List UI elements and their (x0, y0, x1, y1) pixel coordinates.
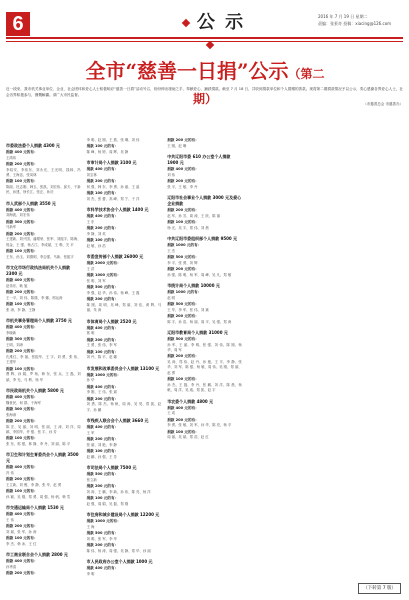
donation-group (87, 366, 162, 413)
donation-group (167, 283, 242, 325)
donor-names: 王 东 (86, 220, 95, 224)
donor-names: 赵 敏、孙 浩 (86, 244, 106, 248)
donation-amount: 捐款 200 元的有： (86, 484, 119, 489)
intro-signature: （市慈善总会 市慈善办） (363, 101, 403, 106)
donor-names: 张 明、刘 军 (86, 279, 106, 283)
donation-amount: 捐款 500 元的有： (167, 337, 199, 341)
issue-meta (318, 13, 408, 27)
group-title: 市农委个人捐款 4800 元 (167, 398, 214, 404)
donor-names: 陈 伟、杨 涛、周 强、吴 静、郑 华、孙 丽 (86, 548, 151, 553)
group-title: 中共辽阳市委组织部个人捐款 9500 元 (167, 236, 238, 241)
donor-names: 王 军 (86, 430, 95, 435)
donation-group (167, 236, 242, 278)
group-title: 市人武部个人捐款 3550 元 (6, 200, 56, 206)
donation-group (6, 318, 81, 383)
donor-names: 赵 鹏、孙 强、王 芳 (86, 454, 117, 459)
donor-names: 刘海波、刘宏伟 (6, 213, 30, 218)
group-title: 市司法局个人捐款 7500 元 (86, 465, 137, 471)
donor-names: 刘 斌、张 军、孙 涛 (6, 530, 37, 535)
donation-amount: 捐款 400 元的有： (86, 167, 119, 172)
group-title: 市审计局个人捐款 3100 元 (86, 160, 137, 166)
donation-amount: 捐款 200 元的有： (167, 179, 199, 183)
donation-group (167, 154, 242, 190)
donor-names: 赵 军、孙 芳、周 涛、王 欣、陈 丽 (167, 213, 221, 218)
group-title: 市文化市场行政执法局机关个人捐款 2300 元 (6, 265, 70, 277)
donor-names: 孙 颖、吴 刚、郑 勇、周 强、杨 帆、韩 雪 (6, 495, 71, 500)
donation-amount: 捐款 100 元的有： (6, 436, 38, 441)
header-rule-thick (6, 37, 403, 39)
donor-names: 张 涛、李 静、王静 (6, 307, 36, 312)
donor-names: 孙 强、陈 明、杨 军、周 峰、吴 凡、郑 敏 (167, 272, 232, 277)
donor-names: 陈 宇、孙 浩、杨 丽、周 平、吴 强、郑 涛 (167, 319, 232, 324)
donation-group (87, 160, 162, 202)
donor-names: 赵伟东、耿 旭 (6, 283, 28, 288)
donor-names: 张立新 (86, 477, 97, 482)
donation-amount: 捐款 400 元的有： (6, 278, 38, 283)
donation-amount: 捐款 100 元的有： (167, 220, 199, 224)
group-title: 市民政局机关个人捐款 5800 元 (6, 388, 64, 394)
donor-names: 孔维红、李 丽、张振华、王 宇、刘 勇、张 伟、王建华 (6, 354, 81, 365)
donation-columns (6, 138, 403, 578)
donation-amount: 捐款 400 元的有： (86, 384, 119, 389)
section-label: 公 示 (196, 12, 246, 33)
donation-amount: 捐款 200 元的有： (6, 419, 38, 424)
donor-names: 陈 宏、吴 丽、刘 明、张 丽、王 涛、刘 洋、周 颖、李国华、许 强、张 宇、孙 芳 (6, 424, 81, 435)
donation-group (6, 143, 81, 196)
donation-amount: 捐款 500 元的有： (86, 285, 119, 290)
donor-names: 刘 明、张 军、李 华 (86, 536, 117, 541)
donor-names: 李晓新 (6, 330, 17, 335)
donor-names: 冯 伟 (6, 471, 14, 476)
group-title: 市交通运输局个人捐款 1530 元 (6, 505, 64, 511)
donation-amount: 捐款 100 元的有： (6, 179, 38, 184)
group-title: 辽阳市教育局个人捐款 31000 元 (167, 330, 228, 335)
donation-amount: 捐款 300 元的有： (6, 337, 38, 342)
donation-group (6, 265, 81, 313)
group-title: 市委政法委个人捐款 4300 元 (6, 143, 60, 148)
donor-names: 刘 伟 (167, 172, 176, 177)
donor-names: 张 丽、刘 艳、李 静 (86, 442, 117, 447)
donor-names: 李 明、赵 刚、王 燕、张 琳、刘 伟 (86, 138, 140, 142)
donor-names: 李 强、赵 华、孙 伟、杨 峰、王 磊 (86, 291, 140, 295)
donation-amount: 捐款 200 元的有： (86, 297, 119, 302)
donation-group (167, 399, 242, 441)
donation-amount: 捐款 200 元的有： (167, 208, 199, 212)
donation-amount: 捐款 1000 元的有： (86, 273, 121, 278)
donation-amount: 捐款 500 元的有： (167, 302, 199, 306)
donor-names: 陈 刚、周 明、吴 峰、郑 丽、刘 佳、黄 辉、马 丽、朱 涛 (86, 303, 162, 313)
section-title (170, 8, 250, 32)
donation-amount: 捐款 200 元的有： (6, 231, 38, 236)
donation-amount: 捐款 200 元的有： (6, 290, 38, 295)
donation-amount: 捐款 200 元的有： (167, 138, 199, 142)
donation-amount: 捐款 1000 元的有： (86, 519, 121, 524)
group-title: 市工商业联合会个人捐款 2800 元 (6, 552, 68, 558)
donation-amount: 捐款 400 元的有： (6, 207, 38, 212)
donor-names: 魏世民、何 群、于海军 (6, 400, 41, 405)
donor-names: 刘 丹、陈 平、赵 娜 (86, 355, 117, 360)
donor-names: 王 成 (167, 411, 176, 416)
donor-names: 王鸿玮 (6, 155, 17, 160)
editor-line: 责编：张景奇 投稿：xiacing@126.com (318, 21, 392, 26)
donor-names: 王 海 (86, 524, 95, 529)
page-number: 6 (6, 12, 30, 36)
donor-names: 王一平、刘 伟、陈继、李 娜、邢运涛 (6, 295, 63, 300)
group-title: 市体育局个人捐款 2520 元 (86, 318, 137, 324)
group-title: 中共辽阳市委 610 办公室个人捐款 1900 元 (167, 154, 231, 165)
donor-names: 何 强、韩 东、李 勇、孙 丽、王 晶 (86, 185, 140, 189)
group-title: 市统计局个人捐款 10000 元 (167, 283, 220, 288)
group-title: 市残疾人联合会个人捐款 3660 元 (86, 418, 149, 424)
donor-names: 孙 杰、王 磊、李 丹、张 鹏、刘 洋、陈 晨、杨 帆、周 洋、吴 迪、郑 凯、赵 宇 (167, 382, 242, 393)
intro (6, 86, 403, 113)
donation-amount: 捐款 200 元的有： (167, 354, 199, 359)
donation-amount: 捐款 100 元的有： (86, 449, 119, 454)
donation-amount: 捐款 400 元的有： (167, 167, 199, 171)
donation-amount: 捐款 200 元的有： (86, 437, 119, 442)
issue-date: 2016 年 7 月 19 日 星期二 (318, 14, 368, 19)
donor-names: 陈丽、杜志刚、韩玉、张凯、刘宏伟、邱天、于新民、孙建、徐长江、张正、孙庆 (6, 185, 81, 195)
donor-names: 王 伟 (6, 518, 14, 523)
donation-amount: 捐款 200 元的有： (6, 349, 38, 354)
donation-group (6, 388, 81, 447)
group-title: 市委宣传部个人捐款 26000 元 (86, 254, 144, 260)
donation-amount: 捐款 200 元的有： (86, 337, 119, 342)
donor-names: 杨 光、吴 宇、郑 伟、刘 晨 (167, 225, 209, 230)
donation-amount: 捐款 400 元的有： (6, 150, 38, 154)
donation-amount: 捐款 500 元的有： (86, 531, 119, 536)
donation-amount: 捐款 400 元的有： (6, 559, 38, 564)
donor-names: 周 丽、吴 斌、郑 浩、赵 红 (167, 435, 209, 440)
donor-names: 王 刚、赵 琳 (167, 143, 187, 148)
donation-amount: 捐款 100 元的有： (6, 302, 38, 307)
donation-amount: 捐款 2000 元的有： (86, 261, 121, 266)
donor-names: 李 杰、韩 冰、王 红 (6, 542, 37, 547)
donation-group (87, 418, 162, 460)
donor-names: 陈 峰、杨 婷、周 辉、吴 静 (86, 150, 129, 154)
donation-amount: 捐款 1000 元的有： (86, 372, 121, 377)
donation-amount: 捐款 400 元的有： (6, 465, 38, 470)
donation-amount: 捐款 400 元的有： (167, 405, 199, 410)
donation-amount: 捐款 400 元的有： (6, 512, 38, 517)
donor-names: 郭 明 (86, 331, 95, 336)
donation-group (167, 195, 242, 231)
headline-subtitle: （第二期） (192, 67, 325, 106)
group-title: 市机关事务管理局个人捐款 3750 元 (6, 318, 72, 324)
donor-names: 王东、孙玉、刘德明、李志强、马新、张振宇 (6, 254, 74, 259)
donation-amount: 捐款 100 元的有： (167, 377, 199, 382)
donor-names: 李 平、张 勇、刘 辉 (167, 260, 198, 265)
group-title: 市住房和城乡建设局个人捐款 12200 元 (86, 512, 160, 518)
group-title: 市发展和改革委员会个人捐款 13100 元 (86, 365, 160, 371)
donation-group (87, 512, 162, 554)
donation-amount: 捐款 200 元的有： (86, 543, 119, 548)
donation-group (6, 452, 81, 500)
donation-amount: 捐款 400 元的有： (86, 325, 119, 330)
headline-title: 全市“慈善一日捐”公示 (85, 59, 289, 83)
donor-names: 孙 军、王 丽、李 明、张 强、刘 伟、陈 刚、杨 华、周 军 (167, 342, 242, 352)
donor-names: 王建新、刘兴国、潘增荣、张军、刘振宇、陈海、郭金、王 强、杨占江、李成斌、王 利、关 平 (6, 237, 81, 247)
donation-group (87, 465, 162, 507)
donation-amount: 捐款 100 元的有： (6, 366, 38, 371)
intro-paragraph: 近一段来，我市机关事业单位、企业、社会团体和爱心人士积极响应“慈善一日捐”活动号召，纷纷伸出援助之手，奉献爱心，踊跃捐款。截至 7 月 18 日，共收到捐款单位和个人捐赠的善款。现将第二期捐款情况予以公示，衷心感谢各界爱心人士，社会各界积极参与，慷慨解囊。请广大市民监督。 (6, 87, 403, 98)
donation-amount: 捐款 100 元的有： (86, 496, 119, 501)
donor-names: 李 静、刘 英 (86, 232, 106, 236)
donation-group (87, 319, 162, 361)
donor-names: 赵 强、周 娟、吴 磊、郑 刚 (86, 501, 129, 506)
donor-names: 李 明 (86, 571, 95, 576)
donation-amount: 捐款 300 元的有： (6, 219, 38, 224)
donation-amount: 捐款 100 元的有： (86, 238, 119, 243)
donation-amount: 捐款 200 元的有： (6, 162, 38, 166)
donation-amount: 捐款 100 元的有： (86, 144, 119, 149)
donation-group (167, 330, 242, 394)
donation-amount: 捐款 1000 元的有： (167, 243, 202, 247)
diamond-left-icon (182, 19, 190, 27)
donation-amount: 捐款 200 元的有： (167, 314, 199, 318)
donation-amount: 捐款 1000 元的有： (167, 290, 202, 294)
donor-names: 刘 杰、张 蕾、高 峰、郑 宁、于 洋 (86, 197, 140, 201)
donor-names: 李 刚、王 伟、张 斌 (86, 390, 117, 395)
donation-group (87, 254, 162, 313)
donor-names: 刘 勇、陈 杰、杨 帆、周 涛、吴 昊、郑 凯、赵 宇、孙 鹏 (86, 402, 162, 412)
donation-amount: 捐款 400 元的有： (86, 425, 119, 430)
donation-amount: 捐款 100 元的有： (167, 429, 199, 434)
donation-group (6, 505, 81, 547)
donor-names: 孙 华 (86, 378, 95, 383)
donation-amount: 捐款 100 元的有： (86, 191, 119, 196)
donation-group (6, 201, 81, 260)
continued-note: （下转第 7 版） (358, 583, 401, 594)
donation-amount: 捐款 400 元的有： (6, 325, 38, 330)
header-rule-thin (6, 41, 403, 42)
donor-names: 刘宝林 (86, 173, 97, 177)
donor-names: 王立新、刘 俊、李 静、张 华、赵 勇 (6, 483, 62, 488)
donor-names: 王明、刘涛 (6, 342, 23, 347)
donation-amount: 捐款 200 元的有： (6, 477, 38, 482)
donor-names: 张 平、王 敏、李 丹 (167, 184, 198, 189)
donor-names: 曹 辉、孙 娟、罗 杨、韩 东、张 兵、王 磊、刘 斌、李 光、马 利、杨 华 (6, 372, 81, 382)
donation-amount: 捐款 500 元的有： (167, 255, 199, 259)
donation-amount: 捐款 300 元的有： (6, 407, 38, 412)
donor-names: 王 杰 (167, 248, 176, 253)
donation-amount: 捐款 100 元的有： (6, 536, 38, 541)
donor-names: 张 东、郭 强、林 静、李 丹、刘 丽、陈 平 (6, 442, 71, 447)
donation-group (87, 207, 162, 249)
donation-amount: 捐款 200 元的有： (167, 267, 199, 271)
donation-amount: 捐款 200 元的有： (86, 179, 119, 184)
donor-names: 王 勇、张 伟、李 军 (86, 343, 117, 348)
donor-names: 孙秀清 (6, 565, 17, 570)
donation-amount: 捐款 500 元的有： (86, 472, 119, 477)
donor-names: 王 华、李 军、张 伟、刘 斌 (167, 307, 209, 312)
donor-names: 张海涛 (6, 412, 17, 417)
donation-amount: 捐款 200 元的有： (167, 417, 199, 422)
donation-amount: 捐款 200 元的有： (6, 571, 38, 576)
donor-names: 赵 明 (167, 295, 176, 300)
group-title: 市科学技术协会个人捐款 1400 元 (86, 207, 149, 213)
donation-amount: 捐款 400 元的有： (86, 566, 119, 571)
donor-names: 刘 涛、王 鹏、李 新、孙 伟、陈 亮、杨 洋 (86, 489, 151, 494)
group-title: 市卫生和计划生育委员会个人捐款 3500 元 (6, 452, 79, 464)
donor-names: 李 勇、张 敏、刘 军、孙 华、陈 亮、杨 平 (167, 423, 232, 428)
donor-names: 吴 涛、郑 伟、赵 丹、孙 艳、王 平、李 静、张 华、刘 军、陈 强、杨 敏、周 伟、吴 刚、郑 丽、赵 勇 (167, 360, 242, 375)
diamond-right-icon (206, 41, 214, 49)
donor-names: 李绍安、李伟东、刘永光、王光明、钱林、冯 勇、王海忠、张凤林 (6, 167, 81, 177)
donation-amount: 捐款 100 元的有： (6, 489, 38, 494)
group-title: 辽阳市社会事业个人捐款 3000 元及爱心企业捐款 (167, 195, 242, 206)
group-title: 市人民政府办公室个人捐款 1000 元 (86, 559, 153, 565)
donation-amount: 捐款 100 元的有： (6, 249, 38, 254)
donation-amount: 捐款 200 元的有： (86, 226, 119, 231)
donation-amount: 捐款 100 元的有： (86, 349, 119, 354)
donor-names: 王 洪 (86, 267, 95, 271)
donation-amount: 捐款 200 元的有： (6, 524, 38, 529)
donation-amount: 捐款 400 元的有： (6, 395, 38, 400)
donation-amount: 捐款 400 元的有： (86, 214, 119, 219)
donor-names: 马新军 (6, 225, 17, 230)
donation-amount: 捐款 200 元的有： (86, 396, 119, 401)
